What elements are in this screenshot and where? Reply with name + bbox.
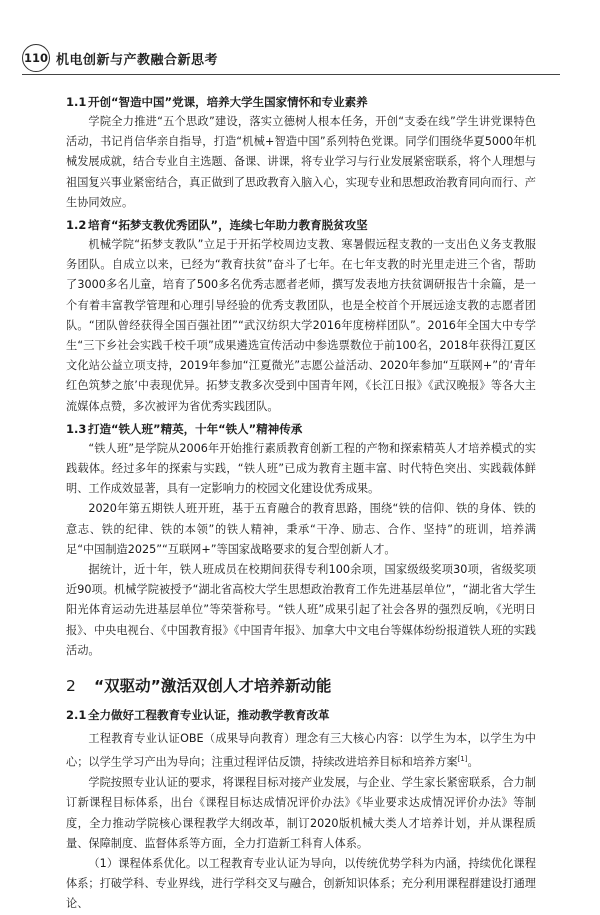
running-title: 机电创新与产教融合新思考 <box>56 53 219 68</box>
section-heading-1-2: 1.2 培育“拓梦支教优秀团队”，连续七年助力教育脱贫攻坚 <box>66 218 368 233</box>
paragraph: 2020年第五期铁人班开班，基于五育融合的教育思路，围绕“铁的信仰、铁的身体、铁的意志、铁的纪律、铁的本领”的铁人精神，秉承“干净、励志、合作、坚持”的班训，培养满足“中国制造2025”“互联网+”等国家战略要求的复合型创新人才。 <box>66 502 536 556</box>
paragraph: 学院按照专业认证的要求，将课程目标对接产业发展，与企业、学生家长紧密联系，合力制订新课程目标体系，出台《课程目标达成情况评价办法》《毕业要求达成情况评价办法》等制度，全力推动学院核心课程教学大纲改革，制订2020版机械大类人才培养计划，并从课程质量、保障制度、监督体系等方面，全力打造新工科育人体系。 <box>66 776 536 850</box>
section-heading-1-3: 1.3 打造“铁人班”精英，十年“铁人”精神传承 <box>66 421 303 436</box>
paragraph: 学院全力推进“五个思政”建设，落实立德树人根本任务，开创“支委在线”学生讲党课特色活动，书记肖信华亲自指导，打造“机械+智造中国”系列特色党课。同学们围绕华夏5000年机械发展成就，结合专业自主选题、备课、讲课，将专业学习与行业发展紧密联系，将个人理想与祖国复兴事业紧密结合，真正做到了思政教育入脑入心，实现专业和思想政治教育同向而行、产生协同效应。 <box>66 115 536 209</box>
section-heading-2-1: 2.1 全力做好工程教育专业认证，推动教学教育改革 <box>66 708 330 723</box>
paragraph: “铁人班”是学院从2006年开始推行素质教育创新工程的产物和探索精英人才培养模式的实践载体。经过多年的探索与实践，“铁人班”已成为教育主题丰富、时代特色突出、实践载体鲜明、工作成效显著，具有一定影响力的校园文化建设优秀成果。 <box>66 441 536 496</box>
page-body <box>66 92 536 915</box>
page-header <box>0 44 600 74</box>
page-number: 110 <box>22 44 50 72</box>
paragraph: （1）课程体系优化。以工程教育专业认证为导向，以传统优势学科为内涵，持续优化课程体系；打破学科、专业界线，进行学科交叉与融合，创新知识体系；充分利用课程群建设打通理论、 <box>66 857 536 911</box>
header-rule <box>22 74 560 75</box>
paragraph: 工程教育专业认证OBE（成果导向教育）理念有三大核心内容：以学生为本，以学生为中心；以学生学习产出为导向；注重过程评估反馈，持续改进培养目标和培养方案[1]。 <box>66 732 536 770</box>
citation: [1] <box>457 755 468 764</box>
chapter-heading-2: 2 “双驱动”激活双创人才培养新动能 <box>66 677 332 696</box>
section-heading-1-1: 1.1 开创“智造中国”党课，培养大学生国家情怀和专业素养 <box>66 95 368 109</box>
paragraph: 机械学院“拓梦支教队”立足于开拓学校周边支教、寒暑假远程支教的一支出色义务支教服务团队。自成立以来，已经为“教育扶贫”奋斗了七年。在七年支教的时光里走进三个省，帮助了3000多名儿童，培育了500多名优秀志愿者老师，撰写发表地方扶贫调研报告十余篇，是一个有着丰富教学管理和心理引导经验的优秀支教团队，也是全校首个开展远途支教的志愿者团队。“团队曾经获得全国百强社团”“武汉纺织大学2016年度榜样团队”。2016年全国大中专学生“三下乡社会实践千校千项”成果遴选宣传活动中参选票数位于前100名，2018年获得江夏区文化站公益立项支持，2019年参加“江夏微光”志愿公益活动、2020年参加“互联网+”的‘青年红色筑梦之旅’中表现优异。拓梦支教多次受到中国青年网，《长江日报》《武汉晚报》等各大主流媒体点赞，多次被评为省优秀实践团队。 <box>66 238 536 413</box>
paragraph: 据统计，近十年，铁人班成员在校期间获得专利100余项，国家级级奖项30项，省级奖项近90项。机械学院被授予“湖北省高校大学生思想政治教育工作先进基层单位”，“湖北省大学生阳光体育运动先进基层单位”等荣誉称号。“铁人班”成果引起了社会各界的强烈反响，《光明日报》、中央电视台、《中国教育报》《中国青年报》、加拿大中文电台等媒体纷纷报道铁人班的实践活动。 <box>66 563 536 657</box>
